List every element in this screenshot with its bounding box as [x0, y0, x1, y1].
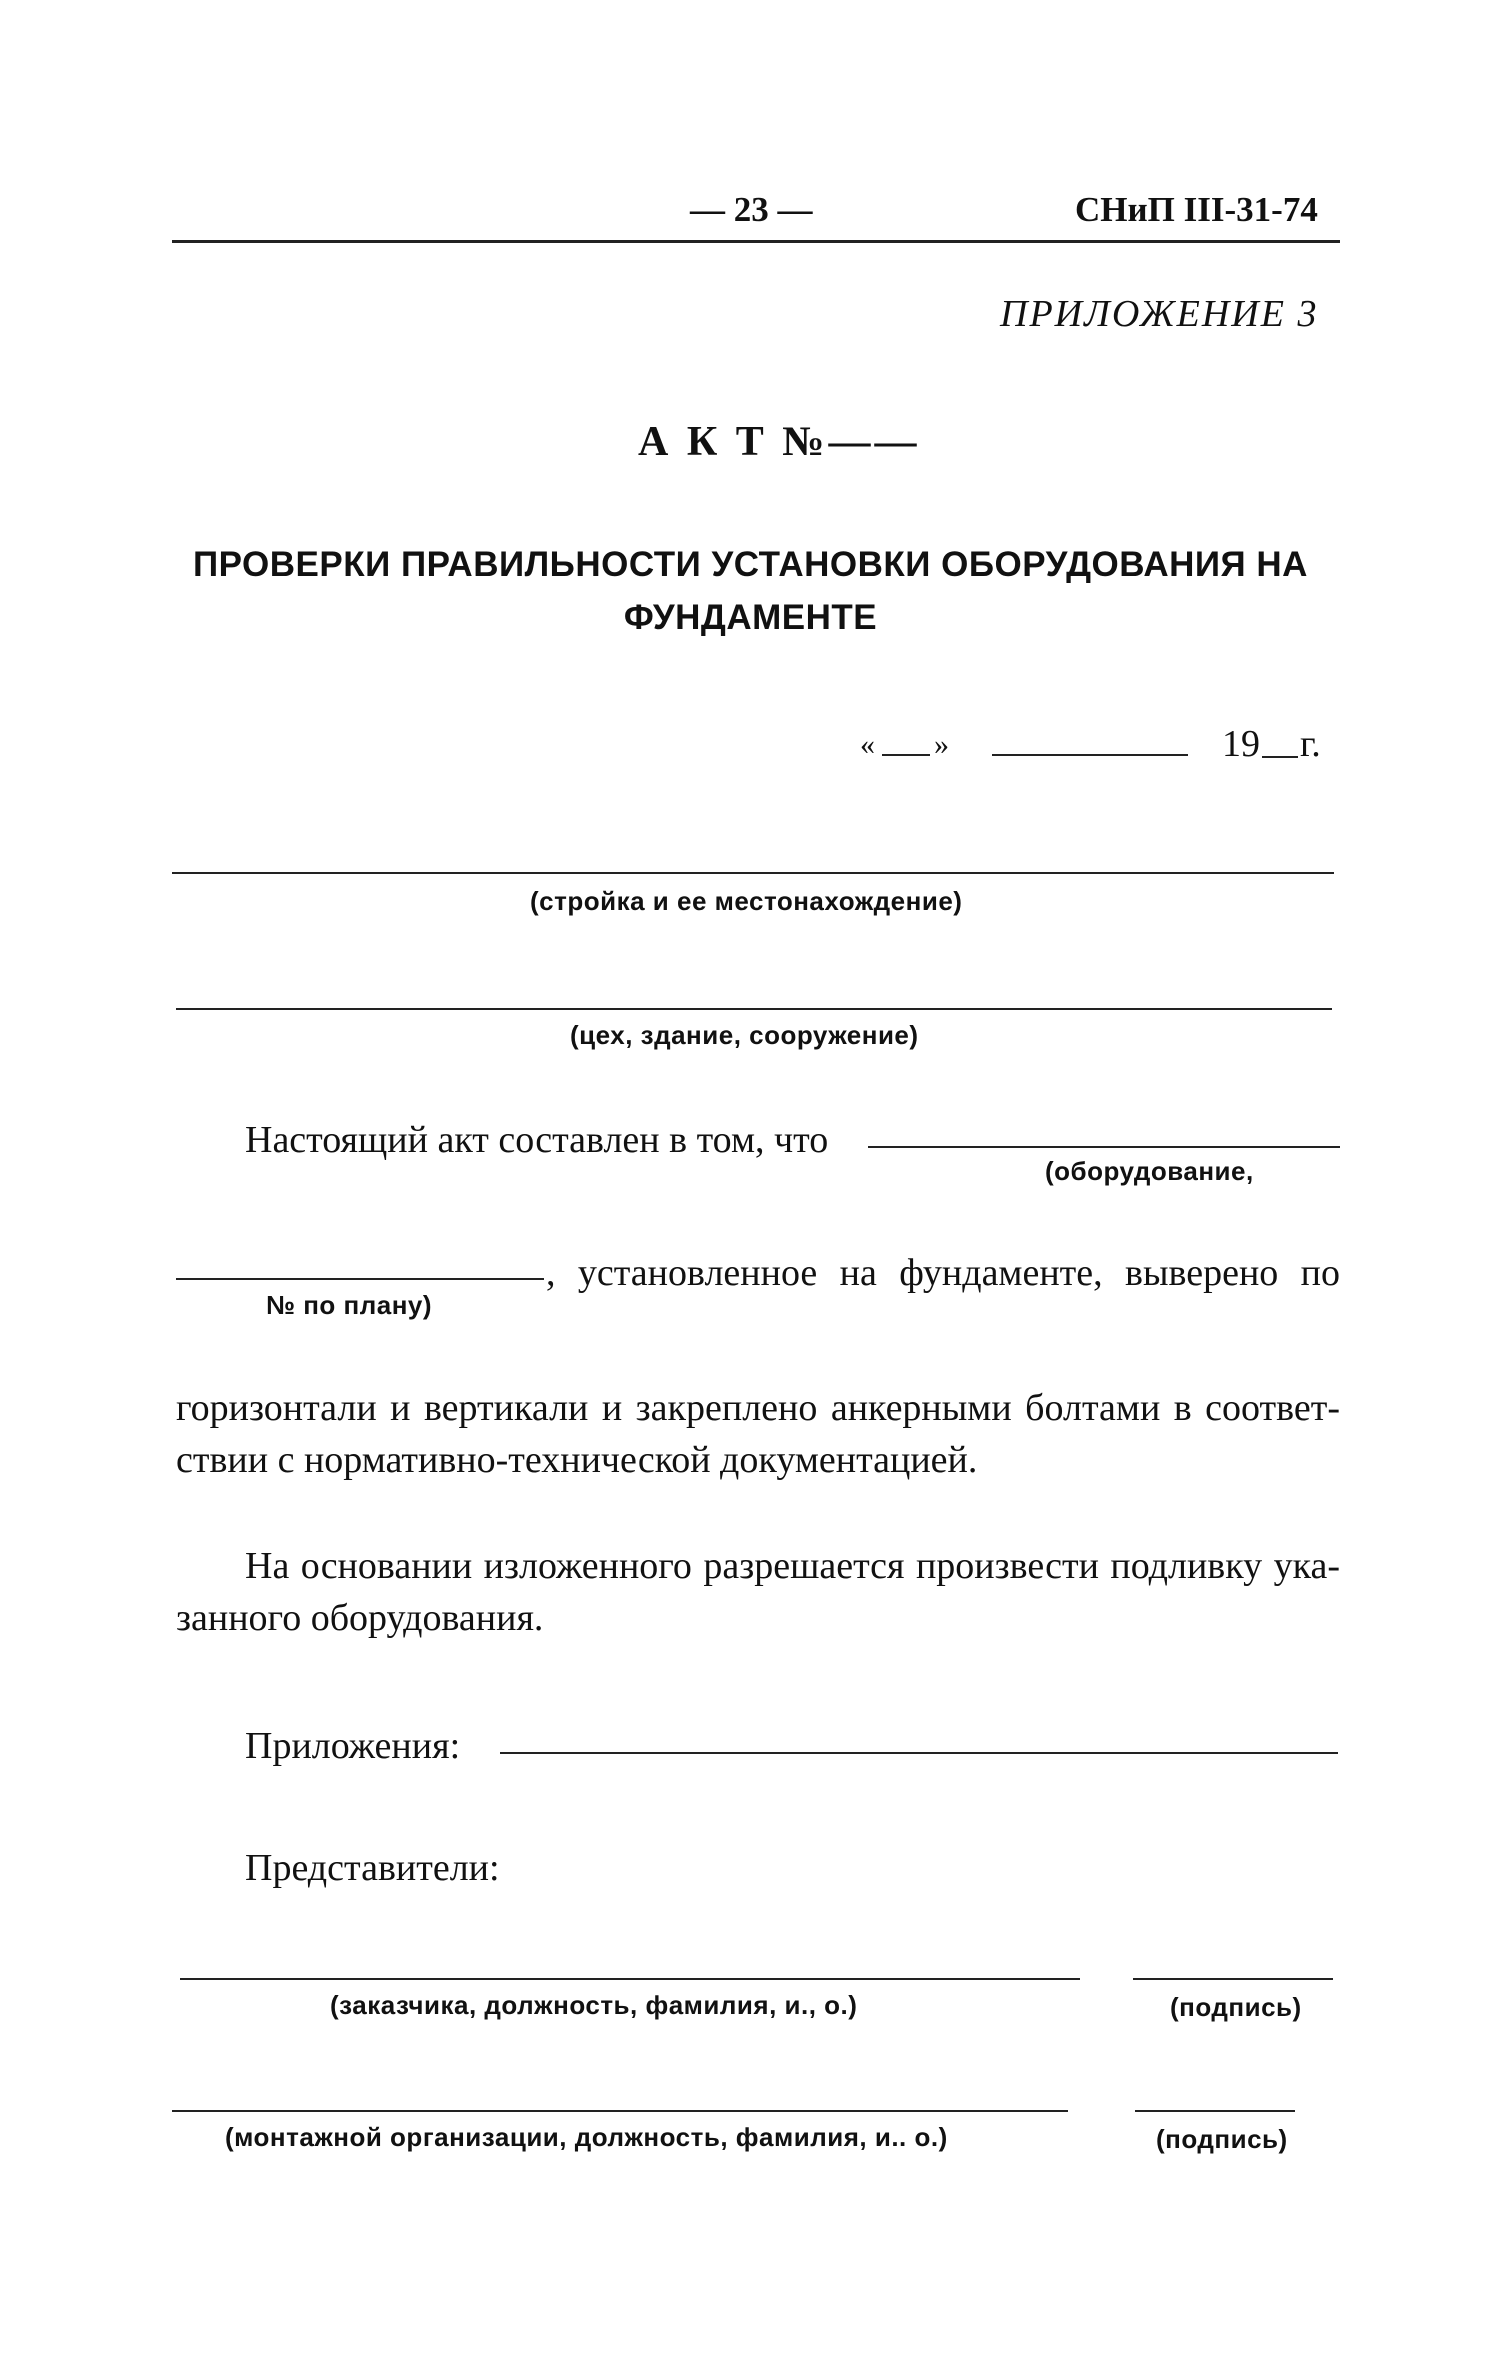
- customer-caption: (заказчика, должность, фамилия, и., о.): [330, 1990, 858, 2020]
- plan-field-line: [176, 1278, 544, 1280]
- equipment-field-line: [868, 1146, 1340, 1148]
- header-rule: [172, 240, 1340, 243]
- site-field-line: [172, 872, 1334, 874]
- date-day-close: »: [934, 728, 949, 761]
- date-year-prefix: 19: [1222, 723, 1260, 765]
- paragraph1-line2: ствии с нормативно-технической документацией.: [176, 1439, 978, 1481]
- installer-caption: (монтажной организации, должность, фамилия, и.. о.): [225, 2122, 948, 2152]
- plan-line-text: , установленное на фундаменте, выверено по: [546, 1252, 1340, 1294]
- date-year-blank: [1262, 756, 1298, 758]
- plan-caption: № по плану): [266, 1290, 433, 1320]
- date-day-open: «: [860, 728, 875, 761]
- intro-text: Настоящий акт составлен в том, что: [245, 1119, 829, 1161]
- installer-name-line: [172, 2110, 1068, 2112]
- paragraph1-line1: горизонтали и вертикали и закреплено анкерными болтами в соответ-: [176, 1387, 1340, 1429]
- building-field-line: [176, 1008, 1332, 1010]
- document-code: СНиП III-31-74: [1075, 190, 1318, 229]
- appendix-label: ПРИЛОЖЕНИЕ 3: [1000, 293, 1319, 335]
- page-number: — 23 —: [690, 190, 813, 229]
- act-subtitle-line2: ФУНДАМЕНТЕ: [623, 598, 878, 637]
- customer-signature-line: [1133, 1978, 1333, 1980]
- equipment-caption: (оборудование,: [1045, 1156, 1254, 1186]
- representatives-label: Представители:: [245, 1847, 500, 1889]
- customer-signature-caption: (подпись): [1170, 1992, 1302, 2022]
- installer-signature-caption: (подпись): [1156, 2124, 1288, 2154]
- attachments-field-line: [500, 1752, 1338, 1754]
- date-day-blank: [882, 754, 930, 756]
- paragraph2-line2: занного оборудования.: [176, 1597, 544, 1639]
- building-field-caption: (цех, здание, сооружение): [570, 1020, 919, 1050]
- site-field-caption: (стройка и ее местонахождение): [530, 886, 963, 916]
- paragraph2-line1: На основании изложенного разрешается произвести подливку ука-: [245, 1545, 1340, 1587]
- installer-signature-line: [1135, 2110, 1295, 2112]
- date-line: [860, 722, 1340, 772]
- customer-name-line: [180, 1978, 1080, 1980]
- date-year-suffix: г.: [1300, 723, 1321, 765]
- attachments-label: Приложения:: [245, 1725, 461, 1767]
- act-title: А К Т №——: [638, 419, 921, 465]
- date-month-blank: [992, 754, 1188, 756]
- act-subtitle-line1: ПРОВЕРКИ ПРАВИЛЬНОСТИ УСТАНОВКИ ОБОРУДОВАНИЯ НА: [193, 545, 1308, 584]
